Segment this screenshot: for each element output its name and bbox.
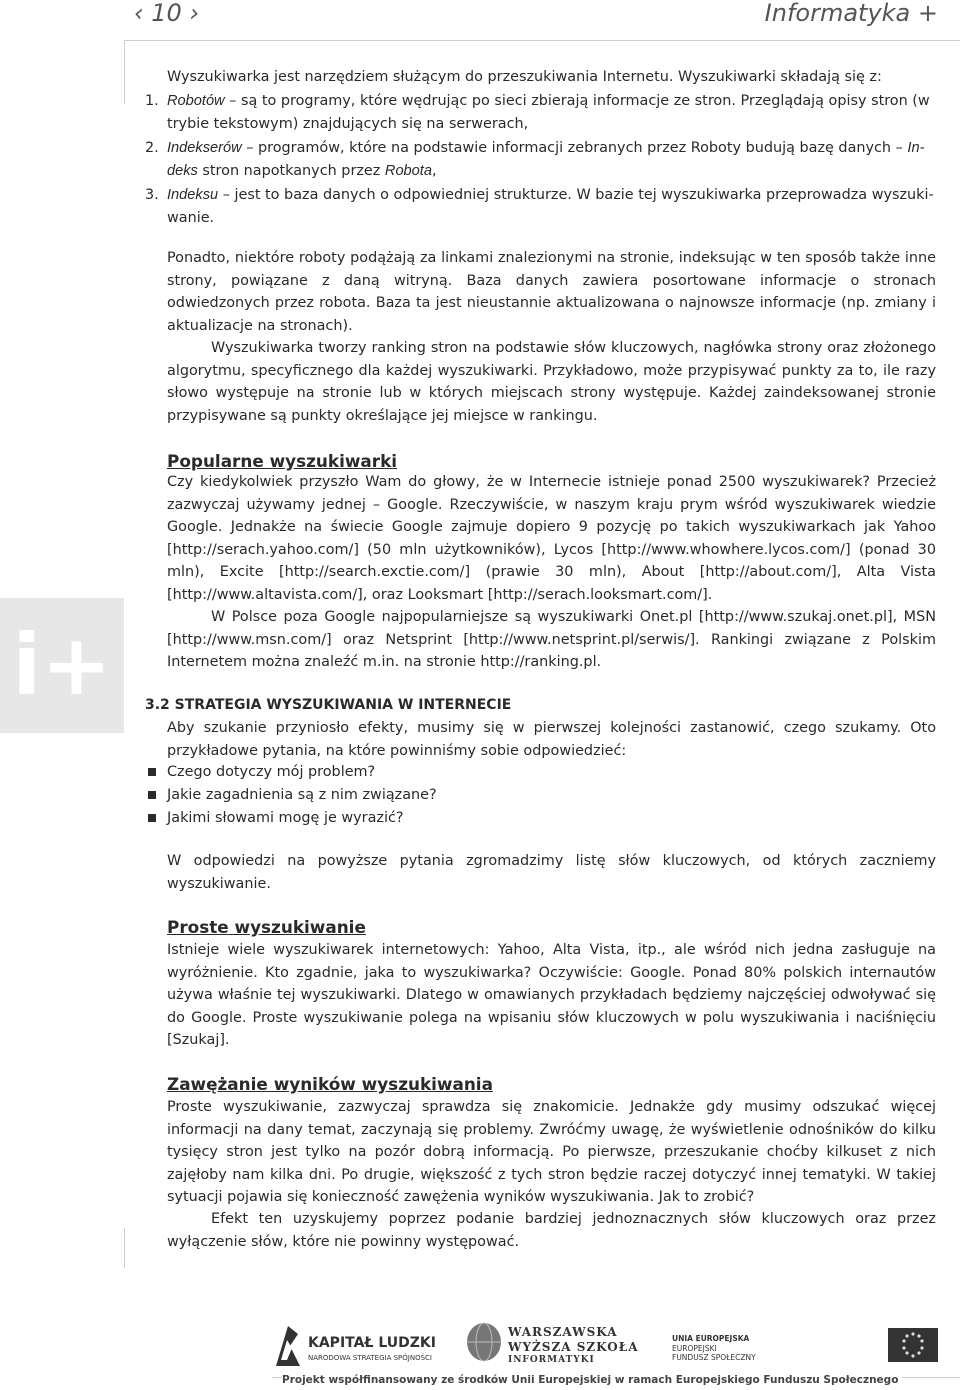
list-item-2-line-2: deks stron napotkanych przez Robota,	[167, 163, 437, 179]
bullet-icon	[148, 791, 156, 799]
term-indeks: Indeksu	[167, 187, 219, 203]
wwsi-name-line-1: WARSZAWSKA	[508, 1325, 618, 1339]
question-item: Jakimi słowami mogę je wyrazić?	[167, 810, 404, 826]
section-heading-strategy: 3.2 STRATEGIA WYSZUKIWANIA W INTERNECIE	[145, 697, 512, 713]
margin-rule-bottom	[124, 1228, 125, 1268]
side-tab-logo: i+	[0, 598, 124, 733]
margin-rule-top	[124, 40, 125, 104]
eu-label-2: EUROPEJSKI	[672, 1344, 717, 1353]
bullet-icon	[148, 814, 156, 822]
page-number: ‹ 10 ›	[134, 0, 199, 27]
paragraph-ranking: Wyszukiwarka tworzy ranking stron na podstawie słów kluczowych, nagłówka strony oraz złożonego algorytmu, specyficznego dla każdej wyszukiwarki. Przykładowo, może przypisywać punkty za to, ile razy słowo występuje na stronie lub w których miejscach strony występuje. Każdej zaindeksowanej stronie przypisywane są punkty określające jej miejsce w rankingu.	[167, 340, 936, 424]
paragraph-simple-search: Istnieje wiele wyszukiwarek internetowych: Yahoo, Alta Vista, itp., ale wśród nich jedna zasługuje na wyróżnienie. Kto zgadnie, jaka to wyszukiwarka? Oczywiście: Google. Ponad 80% polskich internautów używa właśnie tej wyszukiwarki. Dlatego w omawianych przykładach będziemy najczęściej odwoływać się do Google. Proste wyszukiwanie polega na wpisaniu słów kluczowych w polu wyszukiwania i naciśnięciu [Szukaj].	[167, 942, 936, 1048]
list-item-3-line-1: Indeksu – jest to baza danych o odpowiedniej strukturze. W bazie tej wyszukiwarka przeprowadza wyszuki-	[167, 187, 934, 203]
kapital-ludzki-logo-icon	[272, 1324, 302, 1368]
question-item: Jakie zagadnienia są z nim związane?	[167, 787, 437, 803]
kapital-ludzki-title: KAPITAŁ LUDZKI	[308, 1335, 436, 1351]
page-header	[0, 0, 960, 30]
kapital-ludzki-subtitle: NARODOWA STRATEGIA SPÓJNOŚCI	[308, 1354, 432, 1362]
heading-simple-search: Proste wyszukiwanie	[167, 917, 366, 937]
eu-label-3: FUNDUSZ SPOŁECZNY	[672, 1353, 756, 1362]
term-indekserzy: Indekserów	[167, 140, 242, 156]
heading-popular: Popularne wyszukiwarki	[167, 451, 398, 471]
paragraph-narrowing-2: Efekt ten uzyskujemy poprzez podanie bardziej jednoznacznych słów kluczowych oraz przez wyłączenie słów, które nie powinny występować.	[167, 1211, 936, 1250]
eu-flag-icon	[888, 1328, 938, 1362]
wwsi-name-line-3: INFORMATYKI	[508, 1355, 595, 1365]
paragraph-strategy: Aby szukanie przyniosło efekty, musimy się w pierwszej kolejności zastanowić, czego szukamy. Oto przykładowe pytania, na które powinniśmy sobie odpowiedzieć:	[167, 720, 936, 759]
wwsi-name-line-2: WYŻSZA SZKOŁA	[508, 1340, 639, 1354]
bullet-icon	[148, 768, 156, 776]
list-item-2-line-1: Indekserów – programów, które na podstawie informacji zebranych przez Roboty budują bazę danych – In-	[167, 140, 925, 156]
list-item-3-line-2: wanie.	[167, 210, 215, 226]
eu-label-1: UNIA EUROPEJSKA	[672, 1334, 750, 1343]
question-item: Czego dotyczy mój problem?	[167, 764, 376, 780]
publication-title: Informatyka +	[764, 0, 938, 27]
paragraph-narrowing-1: Proste wyszukiwanie, zazwyczaj sprawdza się znakomicie. Jednakże gdy musimy odszukać więcej informacji na dany temat, zaczynają się problemy. Zwróćmy uwagę, że wyświetlenie odnośników do kilku tysięcy stron jest tylko na pozór dobrą informacją. Po pierwsze, przeszukanie choćby kilkuset z nich zajęłoby nam kilka dni. Po drugie, większość z tych stron będzie raczej dotyczyć innej tematyki. W takiej sytuacji pojawia się konieczność zawężenia wyników wyszukiwania. Jak to zrobić?	[167, 1099, 936, 1205]
list-item-1-line-2: trybie tekstowym) znajdujących się na serwerach,	[167, 116, 529, 132]
list-number-3: 3.	[145, 187, 159, 203]
paragraph-popular-1: Czy kiedykolwiek przyszło Wam do głowy, że w Internecie istnieje ponad 2500 wyszukiwarek? Przecież zazwyczaj używamy jednej – Google. Rzeczywiście, w naszym kraju prym wśród wyszukiwarek wiedzie Google. Jednakże na świecie Google zajmuje dopiero 9 pozycję po takich wyszukiwarkach jak Yahoo [http://serach.yahoo.com/] (50 mln użytkowników), Lycos [http://www.whowhere.lycos.com/] (ponad 30 mln), Excite [http://search.exctie.com/] (prawie 30 mln), About [http://about.com/], Alta Vista [http://www.altavista.com/], oraz Looksmart [http://serach.looksmart.com/].	[167, 474, 936, 603]
paragraph-robots: Ponadto, niektóre roboty podążają za linkami znalezionymi na stronie, indeksując w ten sposób także inne strony, powiązane z daną witryną. Baza danych zawiera posortowane informacje o stronach odwiedzonych przez robota. Baza ta jest nieustannie aktualizowana o najnowsze informacje (np. zmiany i aktualizacje na stronach).	[167, 250, 936, 334]
wwsi-globe-icon	[466, 1322, 502, 1362]
paragraph-keywords: W odpowiedzi na powyższe pytania zgromadzimy listę słów kluczowych, od których zaczniemy wyszukiwanie.	[167, 853, 936, 892]
paragraph-popular-2: W Polsce poza Google najpopularniejsze są wyszukiwarki Onet.pl [http://www.szukaj.onet.pl], MSN [http://www.msn.com/] oraz Netsprint [http://www.netsprint.pl/serwis/]. Rankingi związane z Polskim Internetem można znaleźć m.in. na stronie http://ranking.pl.	[167, 609, 936, 670]
intro-text: Wyszukiwarka jest narzędziem służącym do przeszukiwania Internetu. Wyszukiwarki składają się z:	[167, 69, 882, 85]
list-item-1-line-1: Robotów – są to programy, które wędrując po sieci zbierają informacje ze stron. Przeglądają opisy stron (w	[167, 93, 930, 109]
funding-note: Projekt współfinansowany ze środków Unii Europejskiej w ramach Europejskiego Funduszu Społecznego	[282, 1374, 902, 1386]
list-number-1: 1.	[145, 93, 159, 109]
header-rule	[124, 40, 960, 41]
list-number-2: 2.	[145, 140, 159, 156]
heading-narrowing: Zawężanie wyników wyszukiwania	[167, 1074, 493, 1094]
term-roboty: Robotów	[167, 93, 225, 109]
